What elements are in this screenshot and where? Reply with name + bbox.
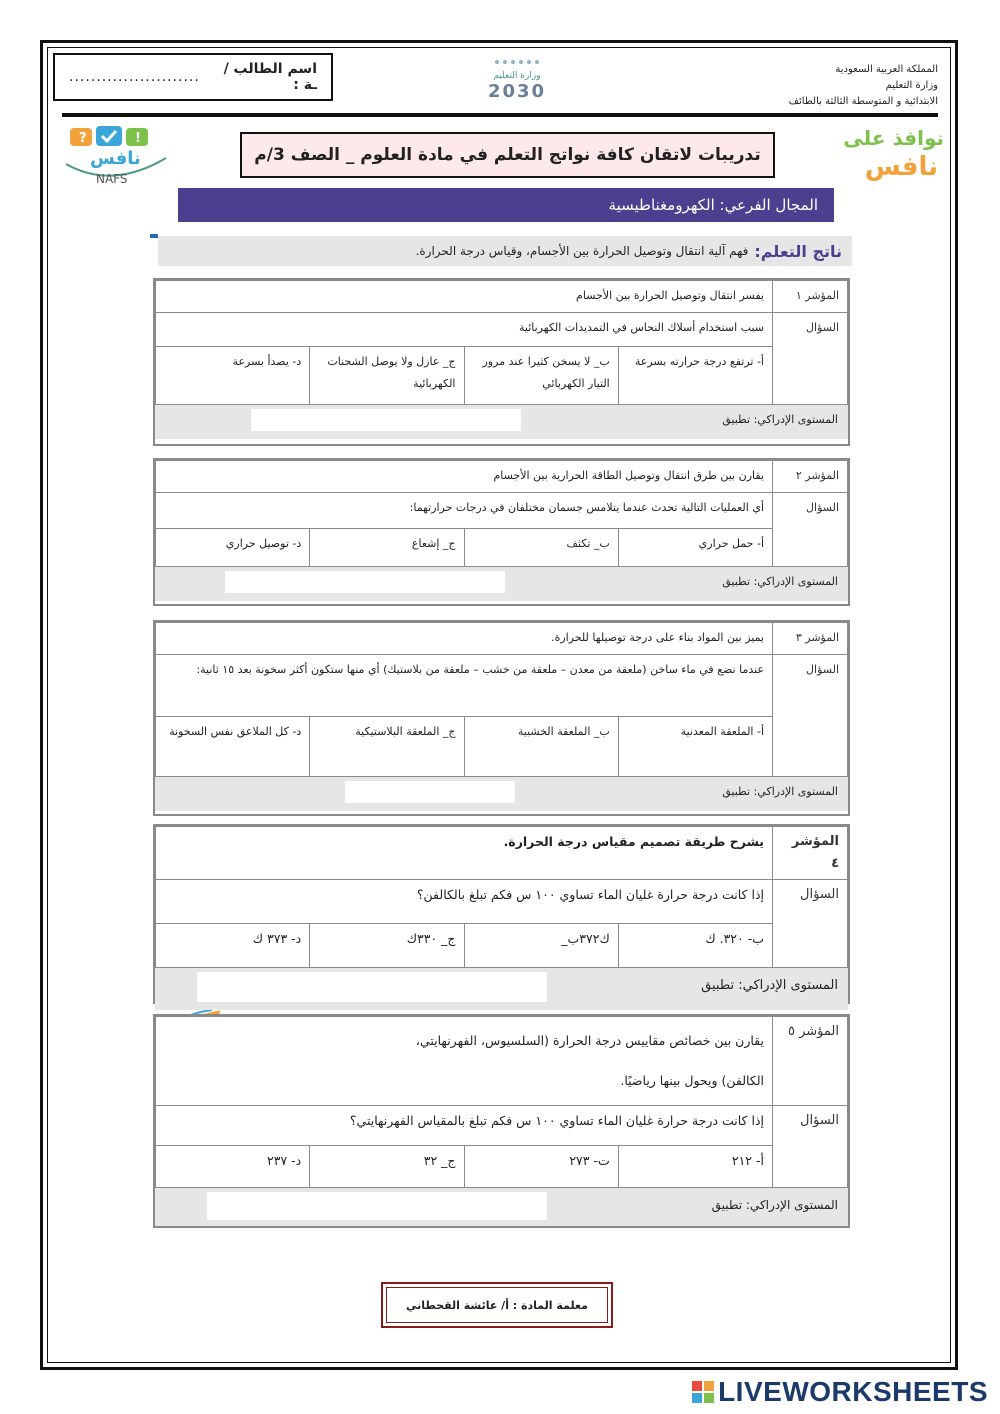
- question-label: السؤال: [773, 1106, 848, 1188]
- vision-ministry-text: وزارة التعليم: [493, 71, 541, 81]
- option-c[interactable]: ج_ ٣٢: [310, 1146, 464, 1188]
- indicator-label: المؤشر ١: [773, 281, 848, 313]
- outcome-text: فهم آلية انتقال وتوصيل الحرارة بين الأجسام، وقياس درجة الحرارة.: [415, 244, 749, 258]
- question-block-2: [153, 458, 850, 606]
- question-text: إذا كانت درجة حرارة غليان الماء تساوي ١٠٠ س فكم تبلغ بالكالفن؟: [156, 880, 773, 924]
- cognitive-level-text: المستوى الإدراكي: تطبيق: [722, 575, 838, 588]
- indicator-label: المؤشر ٣: [773, 623, 848, 655]
- answer-input[interactable]: [225, 571, 505, 593]
- nawafedh-line1: نوافذ على: [843, 126, 944, 150]
- indicator-text: يقارن بين طرق انتقال وتوصيل الطاقة الحرارية بين الأجسام: [156, 461, 773, 493]
- sub-domain-bar: [178, 188, 834, 222]
- liveworksheets-mark-icon: [692, 1381, 714, 1403]
- question-text: إذا كانت درجة حرارة غليان الماء تساوي ١٠٠ س فكم تبلغ بالمقياس الفهرنهايتي؟: [156, 1106, 773, 1146]
- cognitive-level-row: [155, 1188, 848, 1226]
- option-c[interactable]: ج_ إشعاع: [310, 529, 464, 567]
- option-a[interactable]: أ- الملعقة المعدنية: [618, 717, 772, 777]
- option-d[interactable]: د- ٢٣٧: [156, 1146, 310, 1188]
- school-header: [789, 62, 938, 110]
- option-a[interactable]: أ- ترتفع درجة حرارته بسرعة: [618, 347, 772, 405]
- nawafedh-logo: [838, 124, 948, 190]
- liveworksheets-text: LIVEWORKSHEETS: [718, 1376, 988, 1407]
- answer-input[interactable]: [207, 1192, 547, 1220]
- vision-2030-text: 2030: [487, 81, 547, 102]
- country-text: المملكة العربية السعودية: [835, 64, 938, 75]
- option-d[interactable]: د- يصدأ بسرعة: [156, 347, 310, 405]
- vision-dots-icon: [487, 57, 547, 67]
- indicator-text: يقارن بين خصائص مقاييس درجة الحرارة (السلسيوس، الفهرنهايتي،: [415, 1033, 764, 1048]
- outcome-accent: [150, 234, 158, 238]
- header-divider: [62, 113, 938, 117]
- cognitive-level-text: المستوى الإدراكي: تطبيق: [722, 785, 838, 798]
- answer-input[interactable]: [345, 781, 515, 803]
- question-block-1: [153, 278, 850, 446]
- cognitive-level-text: المستوى الإدراكي: تطبيق: [722, 413, 838, 426]
- cognitive-level-row: [155, 777, 848, 811]
- cognitive-level-row: [155, 405, 848, 439]
- nafs-logo-sub: NAFS: [96, 172, 128, 186]
- vision-2030-logo: [462, 52, 572, 102]
- answer-input[interactable]: [251, 409, 521, 431]
- cognitive-level-row: [155, 968, 848, 1010]
- nafs-logo: [62, 124, 172, 190]
- option-a[interactable]: ب- ٣٢٠. ك: [618, 924, 772, 968]
- option-c[interactable]: ج_ عازل ولا يوصل الشحنات الكهربائية: [310, 347, 464, 405]
- outcome-label: ناتج التعلم:: [754, 241, 842, 261]
- learning-outcome: [158, 236, 852, 266]
- indicator-label: المؤشر ٥: [773, 1017, 848, 1106]
- option-a[interactable]: أ- حمل حراري: [618, 529, 772, 567]
- answer-input[interactable]: [197, 972, 547, 1002]
- option-b[interactable]: ب_ الملعقة الخشبية: [464, 717, 618, 777]
- indicator-text: يفسر انتقال وتوصيل الحرارة بين الأجسام: [156, 281, 773, 313]
- question-label: السؤال: [773, 655, 848, 777]
- svg-text:?: ?: [79, 131, 87, 146]
- student-name-label: اسم الطالب / ـة :: [223, 61, 317, 93]
- nawafedh-line2: نافس: [864, 152, 938, 182]
- indicator-text: يشرح طريقة تصميم مقياس درجة الحرارة.: [156, 827, 773, 880]
- option-c[interactable]: ج_ ٣٣٠ك: [310, 924, 464, 968]
- indicator-label: المؤشر ٢: [773, 461, 848, 493]
- indicator-label: المؤشر ٤: [773, 827, 848, 880]
- question-label: السؤال: [773, 493, 848, 567]
- question-block-4: [153, 824, 850, 1004]
- option-d[interactable]: د- كل الملاعق نفس السخونة: [156, 717, 310, 777]
- question-label: السؤال: [773, 313, 848, 405]
- student-name-field[interactable]: [53, 53, 333, 101]
- teacher-name: معلمة المادة : أ/ عائشة القحطاني: [406, 1298, 588, 1312]
- cognitive-level-text: المستوى الإدراكي: تطبيق: [701, 978, 838, 993]
- cognitive-level-text: المستوى الإدراكي: تطبيق: [711, 1198, 838, 1212]
- option-b[interactable]: ب_ تكثف: [464, 529, 618, 567]
- option-d[interactable]: د- ٣٧٣ ك: [156, 924, 310, 968]
- indicator-text-2: الكالفن) ويحول بينها رياضيًا.: [620, 1073, 764, 1088]
- question-label: السؤال: [773, 880, 848, 968]
- sub-domain-text: المجال الفرعي: الكهرومغناطيسية: [608, 196, 818, 214]
- option-d[interactable]: د- توصيل حراري: [156, 529, 310, 567]
- ministry-text: وزارة التعليم: [885, 80, 938, 91]
- question-text: عندما نضع في ماء ساخن (ملعقة من معدن – ملعقة من خشب – ملعقة من بلاستيك) أي منها ستكون أكثر سخونة بعد ١٥ ثانية:: [156, 655, 773, 717]
- question-text: أي العمليات التالية تحدث عندما يتلامس جسمان مختلفان في درجات حرارتهما:: [156, 493, 773, 529]
- student-name-dots: ........................: [69, 69, 200, 85]
- option-b[interactable]: ب_ لا يسخن كثيرا عند مرور التيار الكهربائي: [464, 347, 618, 405]
- question-text: سبب استخدام أسلاك النحاس في التمديدات الكهربائية: [156, 313, 773, 347]
- school-text: الابتدائية و المتوسطة الثالثة بالطائف: [788, 96, 938, 107]
- option-b[interactable]: ك٣٧٢ب_: [464, 924, 618, 968]
- option-a[interactable]: أ- ٢١٢: [618, 1146, 772, 1188]
- page-title: تدريبات لاتقان كافة نواتج التعلم في مادة العلوم _ الصف 3/م: [240, 132, 775, 178]
- nafs-logo-text: نافس: [90, 148, 141, 169]
- teacher-box: [381, 1282, 613, 1328]
- question-block-5: [153, 1014, 850, 1228]
- question-block-3: [153, 620, 850, 816]
- indicator-text: يميز بين المواد بناء على درجة توصيلها للحرارة.: [156, 623, 773, 655]
- option-c[interactable]: ج_ الملعقة البلاستيكية: [310, 717, 464, 777]
- cognitive-level-row: [155, 567, 848, 601]
- svg-text:!: !: [135, 131, 141, 146]
- liveworksheets-logo: [692, 1376, 988, 1408]
- option-b[interactable]: ت- ٢٧٣: [464, 1146, 618, 1188]
